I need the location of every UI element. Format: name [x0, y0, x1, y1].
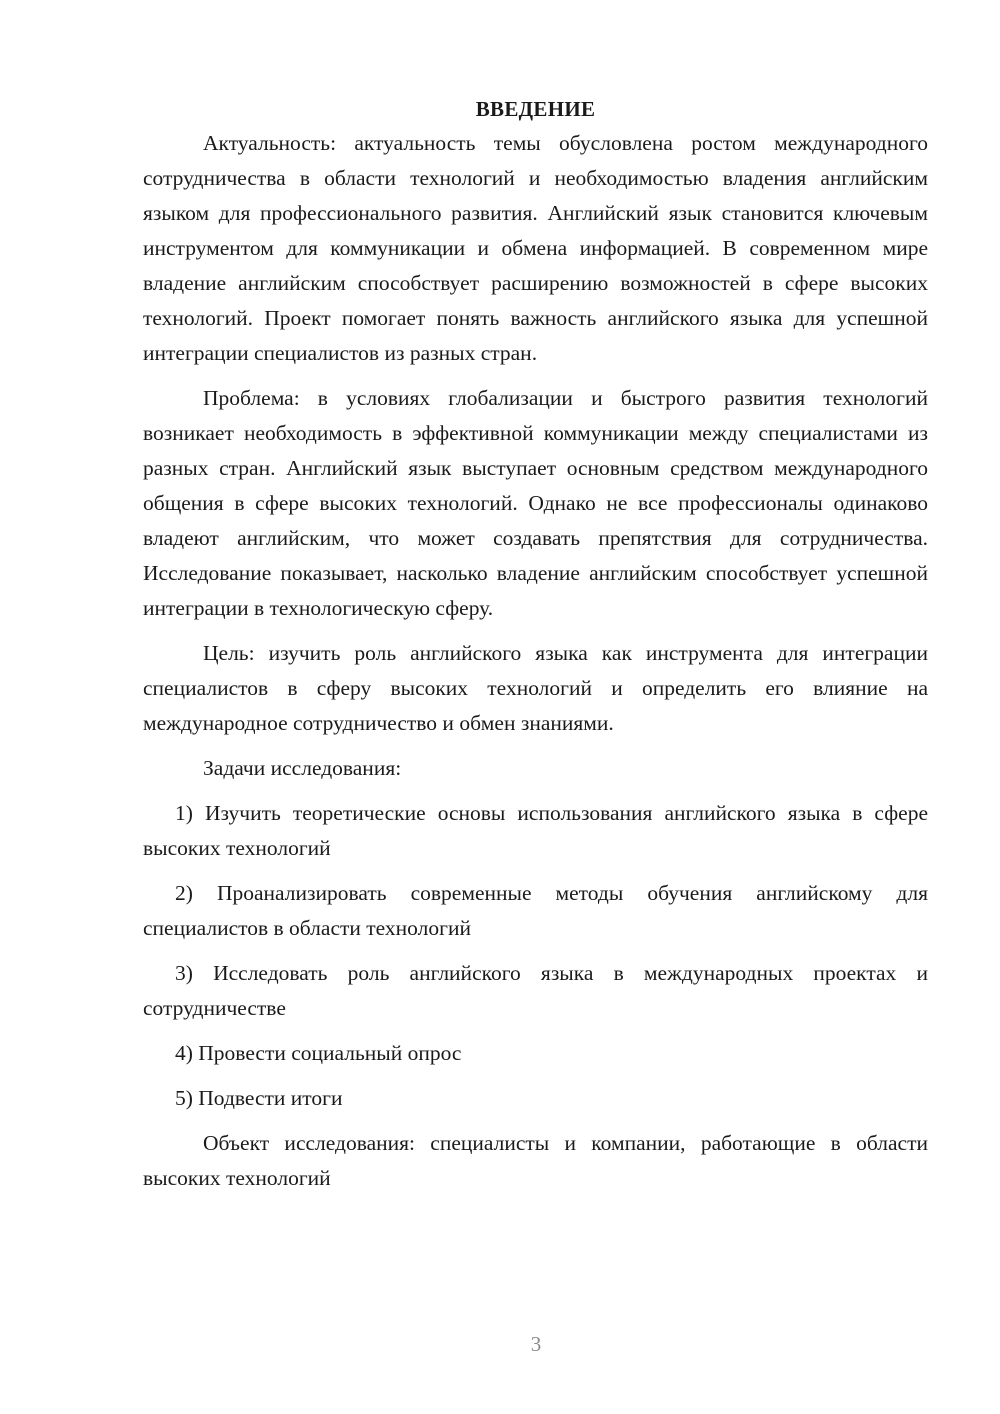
task-item-1: 1) Изучить теоретические основы использования английского языка в сфере высоких технологий	[143, 801, 928, 860]
goal-paragraph: Цель: изучить роль английского языка как инструмента для интеграции специалистов в сферу высоких технологий и определить его влияние на международное сотрудничество и обмен знаниями.	[143, 641, 928, 735]
document-page	[143, 92, 928, 1206]
task-item-5: 5) Подвести итоги	[175, 1086, 343, 1110]
relevance-paragraph: Актуальность: актуальность темы обусловлена ростом международного сотрудничества в области технологий и необходимостью владения английским языком для профессионального развития. Английский язык становится ключевым инструментом для коммуникации и обмена информацией. В современном мире владение английским способствует расширению возможностей в сфере высоких технологий. Проект помогает понять важность английского языка для успешной интеграции специалистов из разных стран.	[143, 131, 928, 365]
tasks-heading: Задачи исследования:	[203, 756, 402, 780]
task-item-2: 2) Проанализировать современные методы обучения английскому для специалистов в области технологий	[143, 881, 928, 940]
object-paragraph: Объект исследования: специалисты и компании, работающие в области высоких технологий	[143, 1131, 928, 1190]
problem-paragraph: Проблема: в условиях глобализации и быстрого развития технологий возникает необходимость в эффективной коммуникации между специалистами из разных стран. Английский язык выступает основным средством международного общения в сфере высоких технологий. Однако не все профессионалы одинаково владеют английским, что может создавать препятствия для сотрудничества. Исследование показывает, насколько владение английским способствует успешной интеграции в технологическую сферу.	[143, 386, 928, 620]
task-item-3: 3) Исследовать роль английского языка в международных проектах и сотрудничестве	[143, 961, 928, 1020]
section-title: ВВЕДЕНИЕ	[475, 97, 596, 121]
page-number: 3	[530, 1332, 542, 1356]
task-item-4: 4) Провести социальный опрос	[175, 1041, 462, 1065]
